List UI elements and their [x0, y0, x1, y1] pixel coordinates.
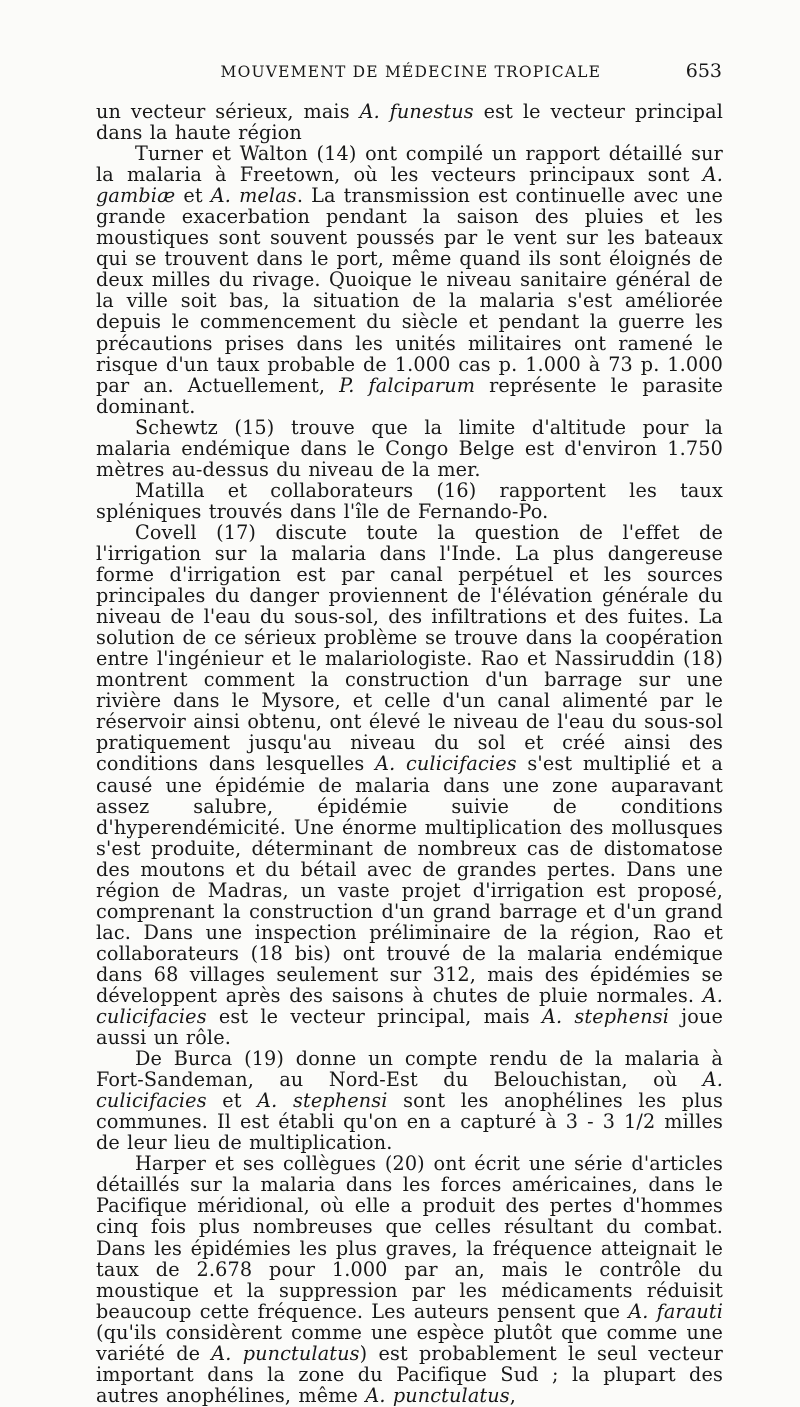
species-name: A. funestus: [359, 100, 474, 123]
text-run: (qu'ils considèrent comme une espèce plutôt que comme une variété de: [96, 1320, 723, 1365]
text-run: sont les anophélines les plus communes. Il est établi qu'on en a capturé à 3 - 3 1/2 milles de leur lieu de multiplication.: [96, 1089, 723, 1155]
text-run: Covell (17) discute toute la question de l'effet de l'irrigation sur la malaria dans l'Inde. La plus dangereuse forme d'irrigation est par canal perpétuel et les sources principales du danger proviennent de l'élévation générale du niveau de l'eau du sous-sol, des infiltrations et des fuites. La solution de ce sérieux problème se trouve dans la coopération entre l'ingénieur et le malariologiste. Rao et Nassiruddin (18) montrent comment la construction d'un barrage sur une rivière dans le Mysore, et celle d'un canal alimenté par le réservoir ainsi obtenu, ont élevé le niveau de l'eau du sous-sol pratiquement jusqu'au niveau du sol et créé ainsi des conditions dans lesquelles: [96, 520, 723, 776]
species-name: A. farauti: [628, 1299, 723, 1323]
text-run: et: [206, 1089, 258, 1113]
paragraph: [96, 101, 723, 143]
text-run: est le vecteur principal, mais: [206, 1005, 542, 1029]
page-number: 653: [685, 60, 722, 82]
species-name: A. culicifacies: [96, 1068, 723, 1113]
text-run: De Burca (19) donne un compte rendu de la malaria à Fort-Sandeman, au Nord-Est du Belouchistan, où: [96, 1047, 723, 1092]
species-name: A. gambiæ: [96, 163, 723, 208]
species-name: A. punctulatus: [211, 1341, 360, 1365]
paragraph: [96, 417, 723, 480]
text-run: Turner et Walton (14) ont compilé un rapport détaillé sur la malaria à Freetown, où les vecteurs principaux sont: [96, 142, 723, 187]
species-name: A. punctulatus: [365, 1383, 510, 1407]
page-header: [96, 60, 722, 82]
species-name: A. culicifacies: [375, 752, 517, 776]
paragraph: [96, 480, 723, 522]
species-name: A. stephensi: [257, 1089, 388, 1113]
body-text: [96, 101, 723, 1406]
species-name: A. melas: [210, 184, 297, 208]
text-run: . La transmission est continuelle avec une grande exacerbation pendant la saison des pluies et les moustiques sont souvent poussés par le vent sur les bateaux qui se trouvent dans le port, même quand ils sont éloignés de deux milles du rivage. Quoique le niveau sanitaire général de la ville soit bas, la situation de la malaria s'est améliorée depuis le commencement du siècle et pendant la guerre les précautions prises dans les unités militaires ont ramené le risque d'un taux probable de 1.000 cas p. 1.000 à 73 p. 1.000 par an. Actuellement,: [96, 184, 723, 397]
text-run: est le vecteur principal dans la haute région: [96, 100, 723, 145]
text-run: un vecteur sérieux, mais: [96, 100, 360, 123]
running-title: MOUVEMENT DE MÉDECINE TROPICALE: [220, 63, 602, 81]
text-run: Matilla et collaborateurs (16) rapportent les taux spléniques trouvés dans l'île de Fernando-Po.: [96, 478, 723, 523]
paragraph: [96, 143, 723, 417]
text-run: ,: [509, 1383, 517, 1407]
paragraph: [96, 1048, 723, 1153]
text-run: ) est probablement le seul vecteur important dans la zone du Pacifique Sud ; la plupart des autres anophélines, même: [96, 1341, 723, 1407]
text-run: Schewtz (15) trouve que la limite d'altitude pour la malaria endémique dans le Congo Belge est d'environ 1.750 mètres au-dessus du niveau de la mer.: [96, 415, 723, 481]
text-run: et: [175, 184, 211, 208]
species-name: P. falciparum: [339, 373, 476, 397]
species-name: A. culicifacies: [96, 983, 723, 1029]
text-run: joue aussi un rôle.: [96, 1005, 723, 1050]
species-name: A. stephensi: [541, 1005, 669, 1029]
paragraph: [96, 1153, 723, 1406]
text-run: représente le parasite dominant.: [96, 373, 723, 418]
text-run: Harper et ses collègues (20) ont écrit une série d'articles détaillés sur la malaria dans les forces américaines, dans le Pacifique méridional, où elle a produit des pertes d'hommes cinq fois plus nombreuses que celles résultant du combat. Dans les épidémies les plus graves, la fréquence atteignait le taux de 2.678 pour 1.000 par an, mais le contrôle du moustique et la suppression par les médicaments réduisit beaucoup cette fréquence. Les auteurs pensent que: [96, 1152, 723, 1323]
paragraph: [96, 522, 723, 1048]
text-run: s'est multiplié et a causé une épidémie de malaria dans une zone auparavant assez salubre, épidémie suivie de conditions d'hyperendémicité. Une énorme multiplication des mollusques s'est produite, déterminant de nombreux cas de distomatose des moutons et du bétail avec de grandes pertes. Dans une région de Madras, un vaste projet d'irrigation est proposé, comprenant la construction d'un grand barrage et d'un grand lac. Dans une inspection préliminaire de la région, Rao et collaborateurs (18 bis) ont trouvé de la malaria endémique dans 68 villages seulement sur 312, mais des épidémies se développent après des saisons à chutes de pluie normales.: [96, 752, 723, 1007]
